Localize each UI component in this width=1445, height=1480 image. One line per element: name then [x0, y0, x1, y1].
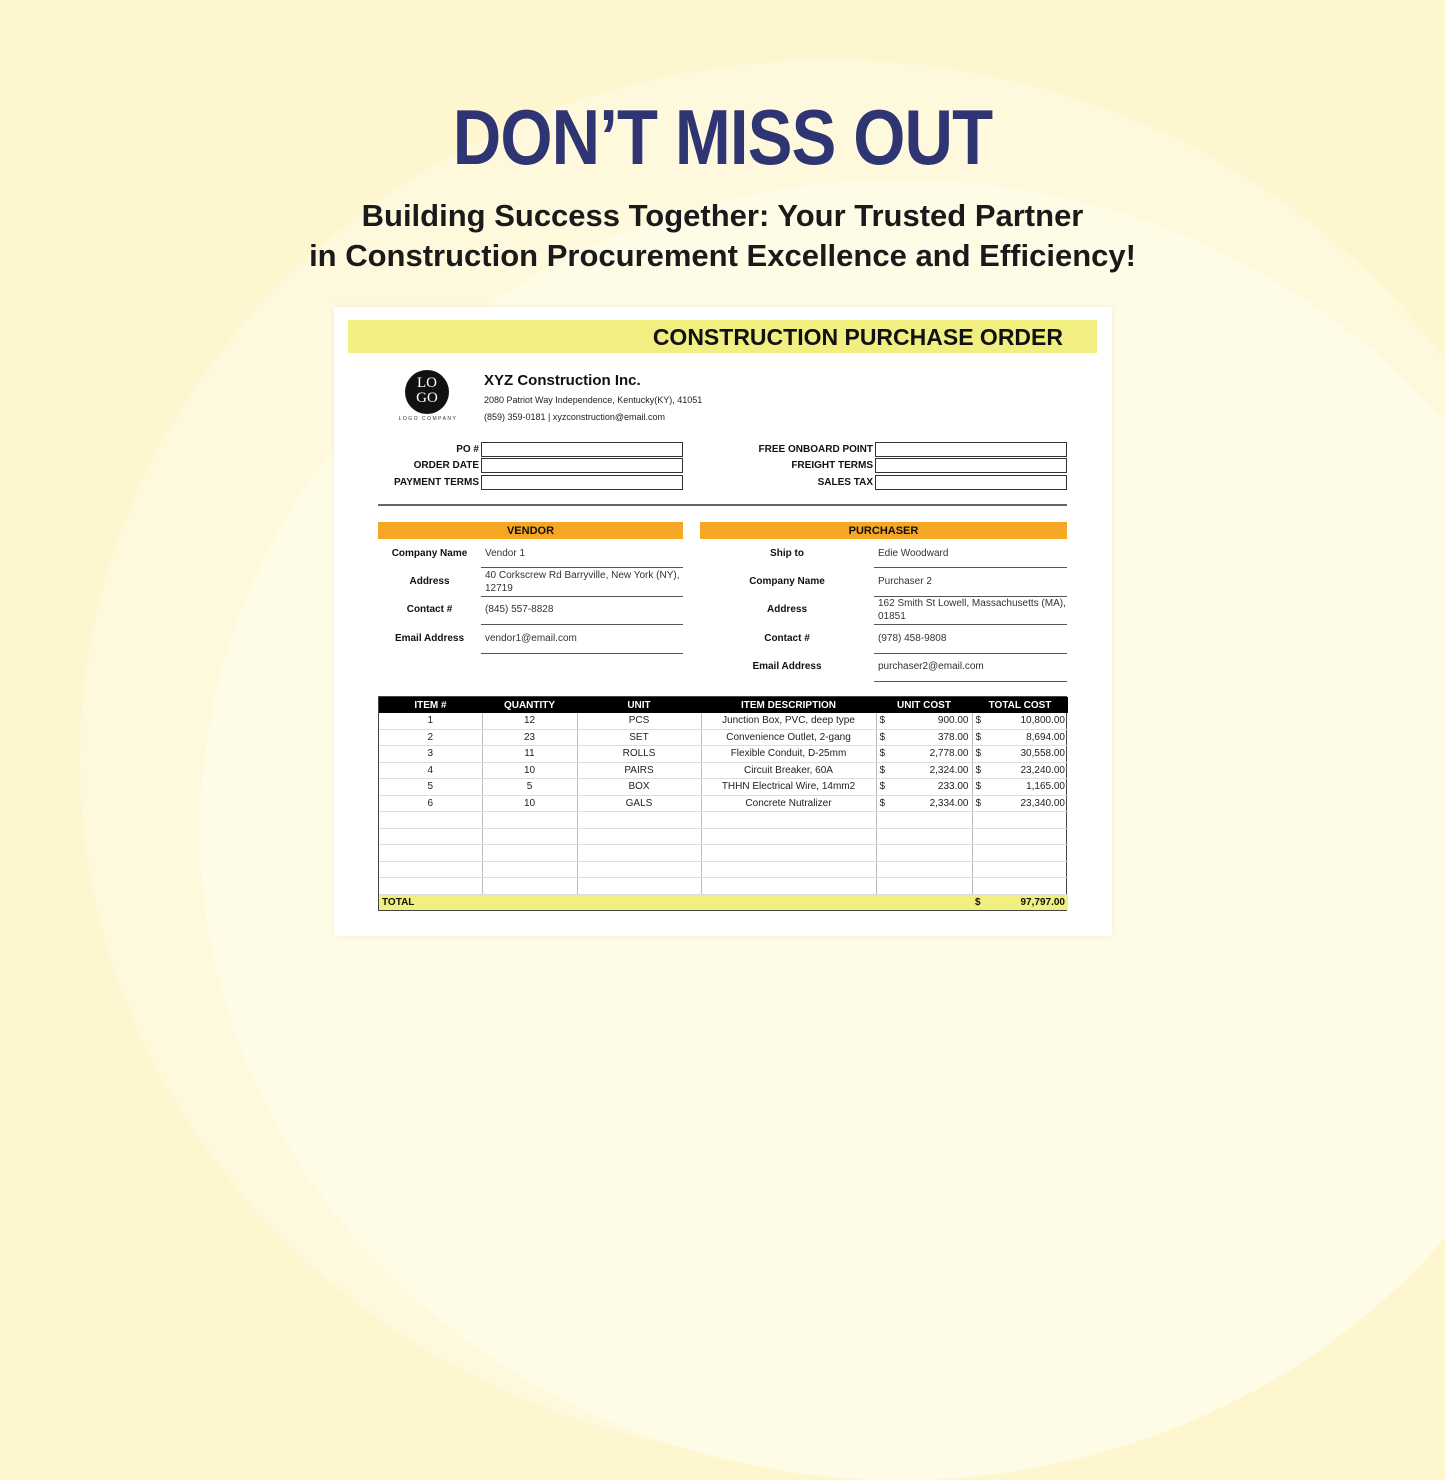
cell-empty[interactable]: [482, 861, 577, 878]
cell-empty[interactable]: [701, 861, 876, 878]
cell-empty[interactable]: [876, 828, 972, 845]
payment-terms-field[interactable]: [481, 475, 683, 490]
total-label: TOTAL: [379, 894, 482, 910]
cell-unit-cost[interactable]: [876, 746, 972, 763]
table-row-empty: [379, 812, 1068, 829]
cell-empty[interactable]: [972, 845, 1068, 862]
purchaser-ship-to-label: Ship to: [770, 548, 804, 559]
company-contact: (859) 359-0181 | xyzconstruction@email.com: [484, 412, 666, 422]
vendor-header: VENDOR: [378, 522, 683, 539]
currency-symbol: $: [975, 715, 982, 727]
cell-empty[interactable]: [701, 812, 876, 829]
cell-empty[interactable]: [701, 845, 876, 862]
subheadline-line-1: Building Success Together: Your Trusted Partner: [361, 198, 1084, 233]
purchaser-company-name-value[interactable]: Purchaser 2: [874, 575, 1067, 597]
amount: 378.00: [937, 731, 969, 743]
sales-tax-field[interactable]: [875, 475, 1067, 490]
cell-empty[interactable]: [577, 861, 701, 878]
table-row: [379, 779, 1068, 796]
cell-empty[interactable]: [876, 861, 972, 878]
cell-unit[interactable]: ROLLS: [577, 746, 701, 763]
table-row-empty: [379, 845, 1068, 862]
po-number-label: PO #: [456, 444, 479, 455]
payment-terms-label: PAYMENT TERMS: [393, 477, 479, 488]
cell-unit-cost[interactable]: [876, 729, 972, 746]
table-row-empty: [379, 878, 1068, 895]
table-row: [379, 713, 1068, 729]
purchaser-contact-label: Contact #: [764, 633, 810, 644]
amount: 1,165.00: [1026, 781, 1065, 793]
currency-symbol: $: [975, 764, 982, 776]
cell-empty[interactable]: [577, 845, 701, 862]
col-header-description: ITEM DESCRIPTION: [701, 697, 876, 713]
amount: 2,324.00: [929, 764, 969, 776]
purchaser-header: PURCHASER: [700, 522, 1067, 539]
document-title-bar: [348, 320, 1097, 353]
col-header-unit-cost: UNIT COST: [876, 697, 972, 713]
vendor-address-label: Address: [409, 576, 450, 587]
cell-empty[interactable]: [972, 812, 1068, 829]
col-header-unit: UNIT: [577, 697, 701, 713]
logo-text-top: LO: [417, 375, 437, 391]
cell-unit[interactable]: PAIRS: [577, 762, 701, 779]
cell-quantity[interactable]: 12: [482, 713, 577, 729]
order-date-label: ORDER DATE: [413, 460, 479, 471]
cell-empty[interactable]: [482, 812, 577, 829]
currency-symbol: $: [879, 748, 886, 760]
cell-description[interactable]: Flexible Conduit, D-25mm: [701, 746, 876, 763]
vendor-contact-label: Contact #: [406, 604, 453, 615]
cell-empty[interactable]: [379, 878, 482, 895]
cell-description[interactable]: THHN Electrical Wire, 14mm2: [701, 779, 876, 796]
freight-terms-label: FREIGHT TERMS: [791, 460, 873, 471]
vendor-email-value[interactable]: vendor1@email.com: [481, 632, 683, 654]
currency-symbol: $: [879, 781, 886, 793]
cell-quantity[interactable]: 10: [482, 795, 577, 812]
vendor-address-value[interactable]: 40 Corkscrew Rd Barryville, New York (NY), 12719: [481, 569, 683, 597]
currency-symbol: $: [879, 715, 886, 727]
items-table-header: [379, 697, 1068, 713]
cell-empty[interactable]: [972, 861, 1068, 878]
cell-description[interactable]: Circuit Breaker, 60A: [701, 762, 876, 779]
cell-item-number[interactable]: 6: [379, 795, 482, 812]
logo-caption: LOGO COMPANY: [398, 416, 458, 422]
amount: 8,694.00: [1026, 731, 1065, 743]
col-header-total-cost: TOTAL COST: [972, 697, 1068, 713]
cell-total-cost[interactable]: [972, 762, 1068, 779]
amount: 23,340.00: [1020, 797, 1065, 809]
col-header-item: ITEM #: [379, 697, 482, 713]
total-row: [379, 894, 1068, 910]
order-date-field[interactable]: [481, 458, 683, 473]
currency-symbol: $: [879, 764, 886, 776]
amount: 30,558.00: [1020, 748, 1065, 760]
cell-item-number[interactable]: 4: [379, 762, 482, 779]
amount: 233.00: [937, 781, 969, 793]
cell-unit[interactable]: BOX: [577, 779, 701, 796]
cell-quantity[interactable]: 10: [482, 762, 577, 779]
cell-quantity[interactable]: 23: [482, 729, 577, 746]
amount: 10,800.00: [1020, 715, 1065, 727]
cell-quantity[interactable]: 5: [482, 779, 577, 796]
table-row-empty: [379, 861, 1068, 878]
purchaser-contact-value[interactable]: (978) 458-9808: [874, 632, 1067, 654]
total-currency: $: [975, 896, 981, 908]
cell-total-cost[interactable]: [972, 779, 1068, 796]
cell-item-number[interactable]: 2: [379, 729, 482, 746]
cell-unit[interactable]: SET: [577, 729, 701, 746]
table-row: [379, 746, 1068, 763]
cell-empty[interactable]: [876, 845, 972, 862]
cell-unit-cost[interactable]: [876, 762, 972, 779]
items-table: [378, 696, 1067, 911]
vendor-contact-value[interactable]: (845) 557-8828: [481, 603, 683, 625]
cell-empty[interactable]: [482, 845, 577, 862]
cell-empty[interactable]: [577, 812, 701, 829]
logo-text-bottom: GO: [416, 390, 438, 406]
cell-unit-cost[interactable]: [876, 779, 972, 796]
cell-empty[interactable]: [972, 828, 1068, 845]
cell-empty[interactable]: [701, 828, 876, 845]
company-logo: [405, 370, 449, 414]
cell-empty[interactable]: [482, 878, 577, 895]
table-row: [379, 795, 1068, 812]
freight-terms-field[interactable]: [875, 458, 1067, 473]
currency-symbol: $: [975, 748, 982, 760]
table-row: [379, 729, 1068, 746]
vendor-company-name-value[interactable]: Vendor 1: [481, 547, 683, 568]
cell-unit[interactable]: PCS: [577, 713, 701, 729]
table-row: [379, 762, 1068, 779]
cell-description[interactable]: Junction Box, PVC, deep type: [701, 713, 876, 729]
currency-symbol: $: [975, 781, 982, 793]
document-title: CONSTRUCTION PURCHASE ORDER: [652, 324, 1063, 350]
cell-empty[interactable]: [876, 812, 972, 829]
subheadline-line-2: in Construction Procurement Excellence and Efficiency!: [309, 238, 1136, 273]
amount: 2,778.00: [929, 748, 969, 760]
cell-item-number[interactable]: 1: [379, 713, 482, 729]
cell-unit-cost[interactable]: [876, 713, 972, 729]
total-amount: 97,797.00: [1020, 896, 1065, 908]
cell-total-cost[interactable]: [972, 729, 1068, 746]
section-divider: [378, 504, 1067, 506]
cell-empty[interactable]: [701, 878, 876, 895]
purchaser-address-value[interactable]: 162 Smith St Lowell, Massachusetts (MA), 01851: [874, 597, 1067, 625]
cell-total-cost[interactable]: [972, 713, 1068, 729]
cell-empty[interactable]: [482, 828, 577, 845]
cell-empty[interactable]: [379, 845, 482, 862]
amount: 2,334.00: [929, 797, 969, 809]
amount: 23,240.00: [1020, 764, 1065, 776]
table-row-empty: [379, 828, 1068, 845]
purchaser-company-name-label: Company Name: [749, 576, 825, 587]
cell-total-cost[interactable]: [972, 746, 1068, 763]
cell-description[interactable]: Convenience Outlet, 2-gang: [701, 729, 876, 746]
currency-symbol: $: [879, 731, 886, 743]
purchase-order-sheet: [334, 307, 1112, 936]
cell-empty[interactable]: [972, 878, 1068, 895]
cell-empty[interactable]: [379, 861, 482, 878]
cell-description[interactable]: Concrete Nutralizer: [701, 795, 876, 812]
headline: DON’T MISS OUT: [452, 93, 993, 181]
cell-item-number[interactable]: 3: [379, 746, 482, 763]
total-value: [972, 894, 1068, 910]
sales-tax-label: SALES TAX: [817, 477, 873, 488]
free-onboard-point-label: FREE ONBOARD POINT: [758, 444, 873, 455]
currency-symbol: $: [975, 731, 982, 743]
free-onboard-point-field[interactable]: [875, 442, 1067, 457]
cell-empty[interactable]: [876, 878, 972, 895]
vendor-company-name-label: Company Name: [391, 548, 468, 559]
cell-unit-cost[interactable]: [876, 795, 972, 812]
cell-total-cost[interactable]: [972, 795, 1068, 812]
cell-unit[interactable]: GALS: [577, 795, 701, 812]
cell-empty[interactable]: [379, 828, 482, 845]
currency-symbol: $: [879, 797, 886, 809]
purchaser-email-label: Email Address: [752, 661, 822, 672]
amount: 900.00: [937, 715, 969, 727]
cell-item-number[interactable]: 5: [379, 779, 482, 796]
company-address: 2080 Patriot Way Independence, Kentucky(KY), 41051: [484, 395, 703, 405]
po-number-field[interactable]: [481, 442, 683, 457]
purchaser-email-value[interactable]: purchaser2@email.com: [874, 660, 1067, 682]
company-name: XYZ Construction Inc.: [484, 372, 641, 389]
cell-quantity[interactable]: 11: [482, 746, 577, 763]
cell-empty[interactable]: [577, 878, 701, 895]
currency-symbol: $: [975, 797, 982, 809]
vendor-email-label: Email Address: [394, 633, 465, 644]
cell-empty[interactable]: [379, 812, 482, 829]
col-header-quantity: QUANTITY: [482, 697, 577, 713]
purchaser-ship-to-value[interactable]: Edie Woodward: [874, 547, 1067, 568]
cell-empty[interactable]: [577, 828, 701, 845]
purchaser-address-label: Address: [766, 604, 807, 615]
